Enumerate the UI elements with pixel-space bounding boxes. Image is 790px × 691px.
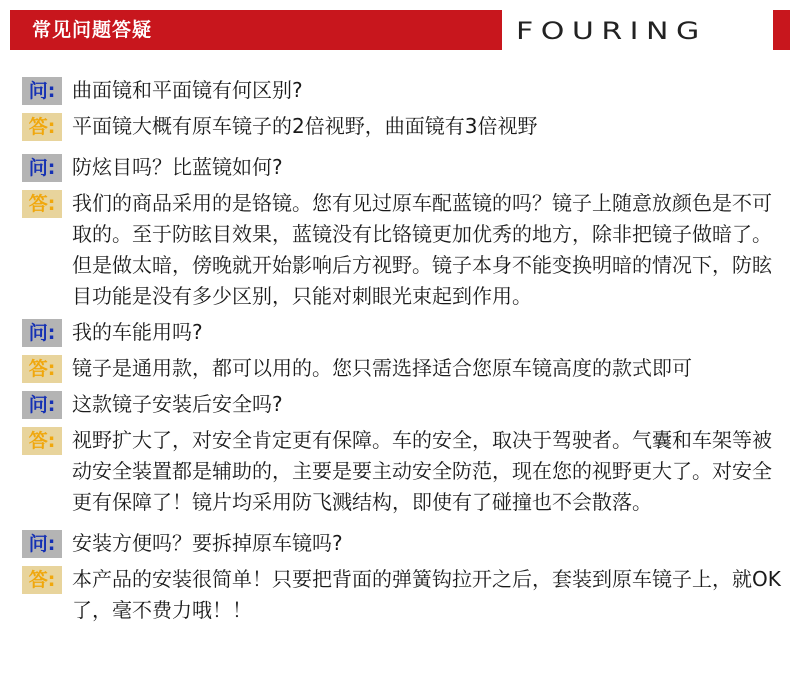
answer-badge: 答: (22, 113, 62, 141)
header-accent-block (773, 10, 790, 50)
question-text: 这款镜子安装后安全吗? (72, 392, 283, 416)
question-text: 曲面镜和平面镜有何区别? (72, 78, 303, 102)
answer-text: 我们的商品采用的是铬镜。您有见过原车配蓝镜的吗？镜子上随意放颜色是不可取的。至于防眩目效果，蓝镜没有比铬镜更加优秀的地方，除非把镜子做暗了。但是做太暗，傍晚就开始影响后方视野。镜子本身不能变换明暗的情况下，防眩目功能是没有多少区别，只能对刺眼光束起到作用。 (72, 191, 772, 308)
brand-logo: FOURING (516, 17, 707, 45)
question-text: 安装方便吗？要拆掉原车镜吗? (72, 531, 343, 555)
answer-badge: 答: (22, 566, 62, 594)
faq-answer-3 (22, 353, 782, 384)
faq-answer-4 (22, 425, 782, 518)
faq-question-3 (22, 317, 782, 348)
answer-text: 本产品的安装很简单！只要把背面的弹簧钩拉开之后，套装到原车镜子上，就OK了，毫不费力哦！！ (72, 567, 781, 622)
answer-text: 视野扩大了，对安全肯定更有保障。车的安全，取决于驾驶者。气囊和车架等被动安全装置都是辅助的，主要是要主动安全防范，现在您的视野更大了。对安全更有保障了！镜片均采用防飞溅结构，即使有了碰撞也不会散落。 (72, 428, 772, 514)
question-badge: 问: (22, 154, 62, 182)
faq-question-2 (22, 152, 782, 183)
question-badge: 问: (22, 391, 62, 419)
faq-list (22, 70, 782, 626)
answer-text: 镜子是通用款，都可以用的。您只需选择适合您原车镜高度的款式即可 (72, 356, 692, 380)
question-text: 我的车能用吗? (72, 320, 203, 344)
answer-badge: 答: (22, 427, 62, 455)
answer-badge: 答: (22, 190, 62, 218)
answer-text: 平面镜大概有原车镜子的2倍视野，曲面镜有3倍视野 (72, 114, 538, 138)
faq-question-1 (22, 75, 782, 106)
faq-answer-5 (22, 564, 782, 626)
page-header (0, 0, 790, 52)
faq-answer-1 (22, 111, 782, 142)
question-badge: 问: (22, 530, 62, 558)
page-title: 常见问题答疑 (32, 19, 153, 41)
question-badge: 问: (22, 77, 62, 105)
faq-answer-2 (22, 188, 782, 312)
faq-question-4 (22, 389, 782, 420)
answer-badge: 答: (22, 355, 62, 383)
header-title-bar (10, 10, 502, 50)
question-badge: 问: (22, 319, 62, 347)
faq-question-5 (22, 528, 782, 559)
question-text: 防炫目吗？比蓝镜如何? (72, 155, 283, 179)
